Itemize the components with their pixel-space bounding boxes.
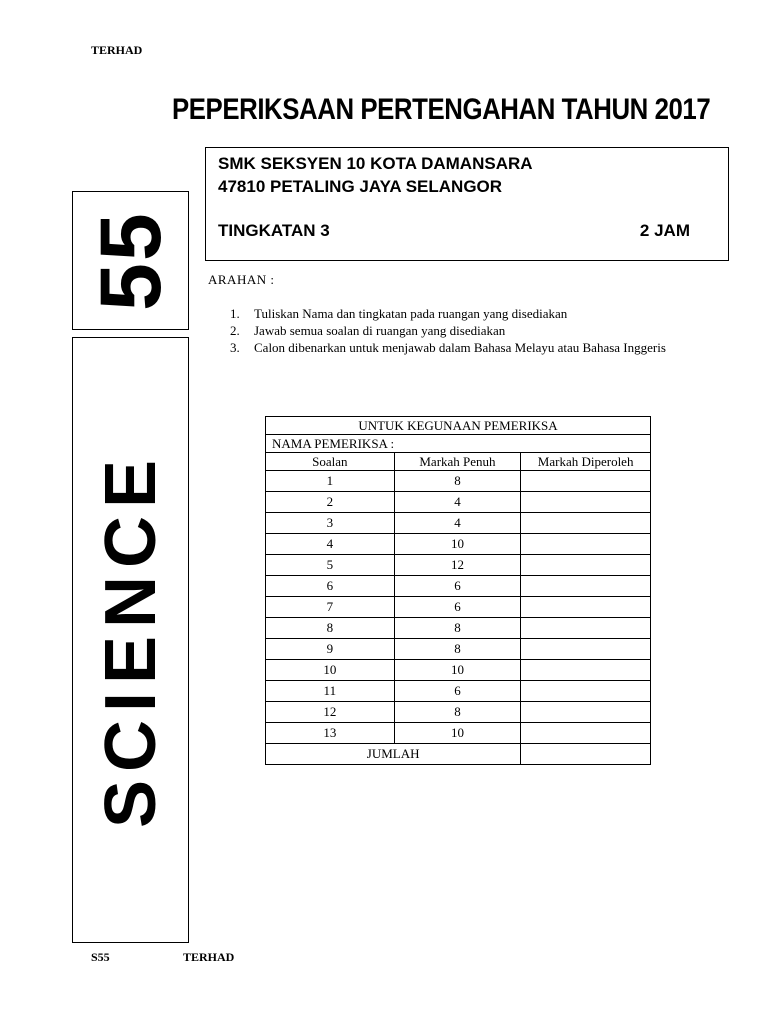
instruction-item: 1. Tuliskan Nama dan tingkatan pada ruangan yang disediakan [230,306,568,321]
column-header-full-marks: Markah Penuh [394,453,521,471]
question-number-cell: 2 [266,492,395,513]
table-row [266,681,651,702]
examiner-name-field: NAMA PEMERIKSA : [266,435,651,453]
total-row [266,744,651,765]
full-marks-cell: 10 [394,723,521,744]
question-number-cell: 3 [266,513,395,534]
question-number-cell: 10 [266,660,395,681]
table-row [266,576,651,597]
exam-duration: 2 JAM [639,221,690,240]
exam-title: PEPERIKSAAN PERTENGAHAN TAHUN 2017 [172,93,711,126]
paper-code-box [72,191,189,330]
obtained-marks-cell [521,471,651,492]
table-row [266,618,651,639]
obtained-marks-cell [521,492,651,513]
full-marks-cell: 10 [394,534,521,555]
subject-name: SCIENCE [90,451,171,829]
total-value-cell [521,744,651,765]
full-marks-cell: 4 [394,492,521,513]
classification-bottom: TERHAD [183,950,235,964]
obtained-marks-cell [521,555,651,576]
question-number-cell: 12 [266,702,395,723]
full-marks-cell: 6 [394,597,521,618]
obtained-marks-cell [521,576,651,597]
obtained-marks-cell [521,639,651,660]
table-row [266,723,651,744]
school-address: 47810 PETALING JAYA SELANGOR [218,177,503,196]
footer-paper-code: S55 [91,950,110,964]
table-row [266,513,651,534]
full-marks-cell: 10 [394,660,521,681]
full-marks-cell: 8 [394,471,521,492]
table-row [266,660,651,681]
table-title: UNTUK KEGUNAAN PEMERIKSA [266,417,651,435]
question-number-cell: 13 [266,723,395,744]
question-number-cell: 4 [266,534,395,555]
full-marks-cell: 6 [394,576,521,597]
instruction-item: 3. Calon dibenarkan untuk menjawab dalam Bahasa Melayu atau Bahasa Inggeris [230,340,666,355]
obtained-marks-cell [521,660,651,681]
full-marks-cell: 12 [394,555,521,576]
obtained-marks-cell [521,534,651,555]
table-row [266,702,651,723]
paper-code: 55 [82,210,179,311]
examiner-marks-table [265,416,651,765]
full-marks-cell: 8 [394,639,521,660]
subject-box [72,337,189,943]
table-row [266,597,651,618]
table-row [266,534,651,555]
table-row [266,492,651,513]
question-number-cell: 11 [266,681,395,702]
form-level: TINGKATAN 3 [218,221,330,240]
obtained-marks-cell [521,618,651,639]
school-info-box [205,147,729,261]
total-label: JUMLAH [266,744,521,765]
table-row [266,639,651,660]
obtained-marks-cell [521,681,651,702]
question-number-cell: 9 [266,639,395,660]
obtained-marks-cell [521,702,651,723]
school-name: SMK SEKSYEN 10 KOTA DAMANSARA [218,154,533,173]
obtained-marks-cell [521,723,651,744]
table-row [266,471,651,492]
question-number-cell: 1 [266,471,395,492]
question-number-cell: 8 [266,618,395,639]
question-number-cell: 5 [266,555,395,576]
table-row [266,555,651,576]
column-header-question: Soalan [266,453,395,471]
obtained-marks-cell [521,597,651,618]
full-marks-cell: 6 [394,681,521,702]
instructions-label: ARAHAN : [208,272,275,287]
obtained-marks-cell [521,513,651,534]
full-marks-cell: 4 [394,513,521,534]
instruction-item: 2. Jawab semua soalan di ruangan yang disediakan [230,323,506,338]
question-number-cell: 7 [266,597,395,618]
column-header-obtained-marks: Markah Diperoleh [521,453,651,471]
full-marks-cell: 8 [394,702,521,723]
classification-top: TERHAD [91,43,143,57]
full-marks-cell: 8 [394,618,521,639]
question-number-cell: 6 [266,576,395,597]
